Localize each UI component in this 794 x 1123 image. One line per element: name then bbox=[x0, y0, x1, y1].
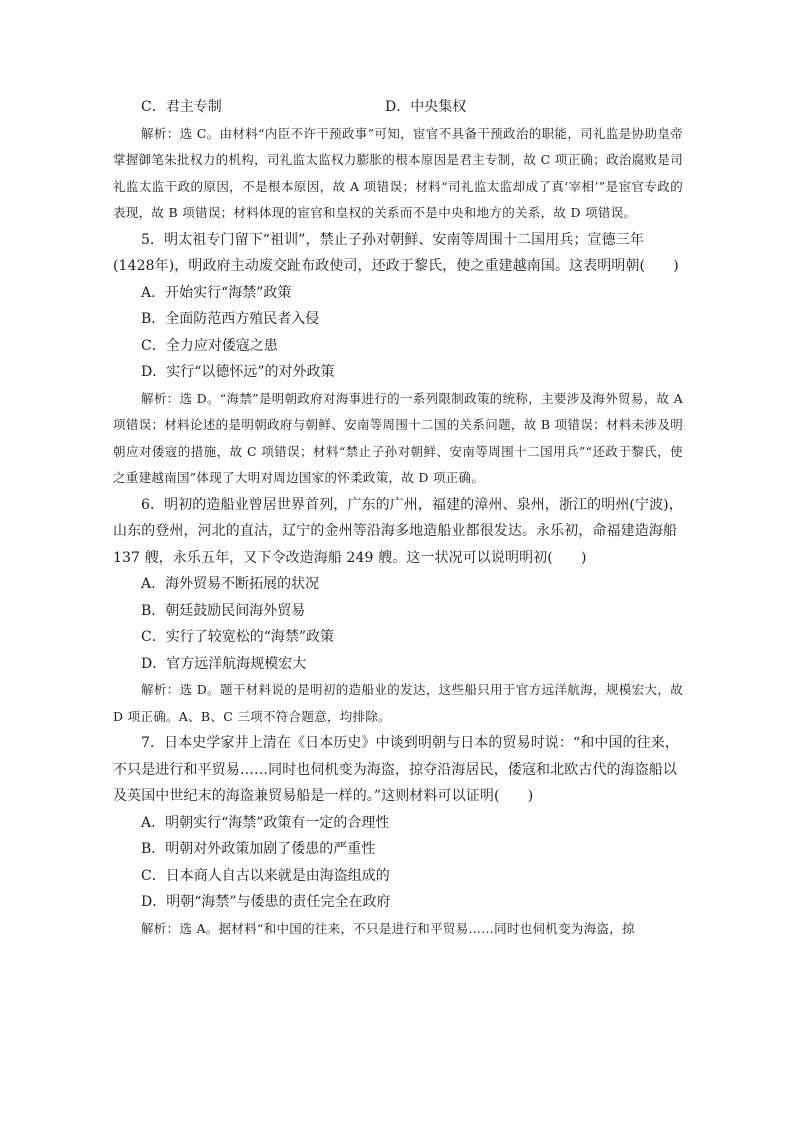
q5-stem: 5．明太祖专门留下“祖训”，禁止子孙对朝鲜、安南等周围十二国用兵；宣德三年(1428年)，明政府主动废交趾布政使司，还政于黎氏，使之重建越南国。这表明明朝( ) bbox=[113, 231, 679, 274]
q7-option-a: A．明朝实行“海禁”政策有一定的合理性 bbox=[141, 814, 390, 831]
q5-option-c: C．全力应对倭寇之患 bbox=[141, 337, 278, 354]
q6-analysis: 解析：选 D。题干材料说的是明初的造船业的发达，这些船只用于官方远洋航海，规模宏大，故 D 项正确。A、B、C 三项不符合题意，均排除。 bbox=[113, 682, 683, 724]
q6-stem: 6．明初的造船业曾居世界首列，广东的广州，福建的漳州、泉州，浙江的明州(宁波)，山东的登州，河北的直沽，辽宁的金州等沿海多地造船业都很发达。永乐初，命福建造海船 137 艘，永乐五年，又下令改造海船 249 艘。这一状况可以说明明初( ) bbox=[113, 496, 683, 566]
q7-option-b: B．明朝对外政策加剧了倭患的严重性 bbox=[141, 841, 376, 857]
q5-option-d: D．实行“以德怀远”的对外政策 bbox=[141, 364, 335, 380]
q4-analysis: 解析：选 C。由材料“内臣不许干预政事”可知，宦官不具备干预政治的职能，司礼监是协助皇帝掌握御笔朱批权力的机构，司礼监太监权力膨胀的根本原因是君主专制，故 C 项正确；政治腐败是司礼监太监干政的原因，不是根本原因，故 A 项错误；材料“司礼监太监却成了真‘宰相’”是宦官专政的表现，故 B 项错误；材料体现的宦官和皇权的关系而不是中央和地方的关系，故 D 项错误。 bbox=[113, 125, 683, 220]
q5-option-b: B．全面防范西方殖民者入侵 bbox=[141, 311, 320, 327]
q4-option-c: C．君主专制 bbox=[141, 99, 222, 115]
q5-analysis: 解析：选 D。“海禁”是明朝政府对海事进行的一系列限制政策的统称，主要涉及海外贸易，故 A 项错误；材料论述的是明朝政府与朝鲜、安南等周围十二国的关系问题，故 B 项错误；材料未涉及明朝应对倭寇的措施，故 C 项错误；材料“禁止子孙对朝鲜、安南等周围十二国用兵”“还政于黎氏，使之重建越南国”体现了大明对周边国家的怀柔政策，故 D 项正确。 bbox=[113, 390, 683, 485]
q7-option-c: C．日本商人自古以来就是由海盗组成的 bbox=[141, 867, 390, 884]
q6-option-c: C．实行了较宽松的“海禁”政策 bbox=[141, 629, 335, 645]
q7-stem: 7．日本史学家井上清在《日本历史》中谈到明朝与日本的贸易时说：“和中国的往来，不只是进行和平贸易……同时也伺机变为海盗，掠夺沿海居民，倭寇和北欧古代的海盗船以及英国中世纪末的海盗兼贸易船是一样的。”这则材料可以证明( ) bbox=[113, 735, 679, 804]
q5-option-a: A．开始实行“海禁”政策 bbox=[141, 284, 292, 301]
q7-analysis: 解析：选 A。据材料“和中国的往来，不只是进行和平贸易……同时也伺机变为海盗，掠 bbox=[141, 920, 635, 936]
q4-option-d: D．中央集权 bbox=[385, 99, 467, 115]
q6-option-a: A．海外贸易不断拓展的状况 bbox=[141, 576, 320, 592]
q6-option-d: D．官方远洋航海规模宏大 bbox=[141, 655, 307, 672]
q7-option-d: D．明朝“海禁”与倭患的责任完全在政府 bbox=[141, 894, 391, 910]
q4-options-row bbox=[113, 94, 683, 121]
document-page bbox=[113, 94, 683, 942]
q6-option-b: B．朝廷鼓励民间海外贸易 bbox=[141, 602, 306, 619]
